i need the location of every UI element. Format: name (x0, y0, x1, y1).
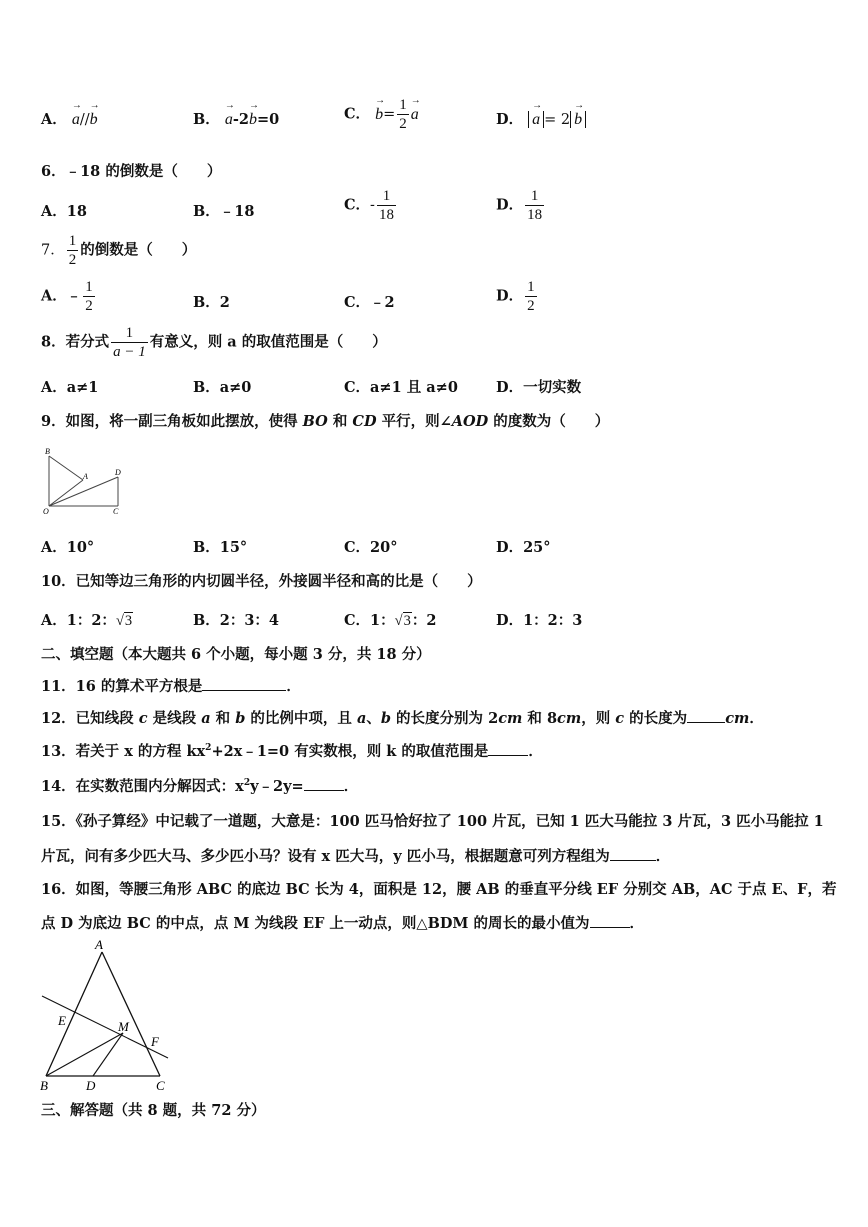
q5-option-a: A． → a//→ b (41, 108, 98, 129)
q8-option-b: B．a≠0 (193, 379, 252, 396)
q7-stem: 7． $\frac{1}{2}$ 的倒数是（ ） (41, 233, 197, 268)
q16-segment-bm (46, 1033, 123, 1076)
q9-figure (40, 444, 130, 516)
q14: 14．在实数范围内分解因式：$x^2y﹣2y=$ ． (41, 778, 359, 795)
q15-line1: 15．《孙子算经》中记载了一道题，大意是：100 匹马恰好拉了 100 片瓦，已知 1 匹大马能拉 3 片瓦，3 匹小马能拉 1 (41, 813, 824, 830)
q15-line2: 片瓦，问有多少匹大马、多少匹小马？设有 x 匹大马，y 匹小马，根据题意可列方程组为 ． (41, 848, 671, 865)
q16-label-d: D (86, 1078, 96, 1093)
q11: 11．16 的算术平方根是 ． (41, 678, 301, 695)
q16-line1: 16．如图，等腰三角形 ABC 的底边 BC 长为 4，面积是 12，腰 AB 的垂直平分线 EF 分别交 AB，AC 于点 E、F，若 (41, 881, 837, 898)
q9-line-oa (49, 480, 83, 506)
q16-side-ac (102, 952, 160, 1076)
q10-option-b: B．2：3：4 (193, 612, 280, 629)
q7-option-c: C．﹣2 (344, 294, 395, 311)
q8-option-c: C．a≠1 且 a≠0 (344, 379, 458, 396)
q12-answer-blank[interactable] (687, 708, 725, 723)
q16-label-m: M (118, 1019, 129, 1034)
q9-label-o: O (43, 507, 49, 516)
q6-option-d: D． $\frac{1}{18}$ (496, 188, 543, 223)
q10-stem: 10．已知等边三角形的内切圆半径，外接圆半径和高的比是（ ） (41, 573, 482, 590)
q8-option-a: A．a≠1 (41, 379, 99, 396)
q9-line-od (49, 477, 118, 506)
q16-label-f: F (151, 1034, 159, 1049)
q16-label-a: A (95, 937, 103, 952)
q11-answer-blank[interactable] (202, 676, 286, 691)
q16-segment-dm (93, 1033, 123, 1076)
q5-option-d: D． → a = 2→ b (496, 108, 586, 129)
q13-answer-blank[interactable] (488, 741, 528, 756)
q13: 13．若关于 x 的方程 $kx^2+2x﹣1=0$ 有实数根，则 k 的取值范围是 ． (41, 743, 543, 760)
q7-option-a: A．﹣ $\frac{1}{2}$ (41, 279, 93, 314)
q9-stem: 9．如图，将一副三角板如此摆放，使得 BO 和 CD 平行，则∠AOD 的度数为（ ） (41, 413, 610, 430)
q15-answer-blank[interactable] (610, 846, 656, 861)
q9-line-ba (49, 456, 83, 480)
q6-stem: 6．﹣18 的倒数是（ ） (41, 163, 222, 180)
section3-heading: 三、解答题（共 8 题，共 72 分） (41, 1102, 266, 1119)
q9-label-b: B (45, 447, 50, 456)
q16-side-ab (46, 952, 102, 1076)
section2-heading: 二、填空题（本大题共 6 个小题，每小题 3 分，共 18 分） (41, 646, 431, 663)
q8-option-d: D．一切实数 (496, 379, 582, 396)
q7-option-b: B．2 (193, 294, 230, 311)
q16-label-c: C (156, 1078, 165, 1093)
q9-option-d: D．25° (496, 539, 551, 556)
q16-answer-blank[interactable] (590, 913, 630, 928)
q9-option-c: C．20° (344, 539, 398, 556)
q9-option-a: A．10° (41, 539, 95, 556)
q9-label-c: C (113, 507, 119, 516)
q16-line2: 点 D 为底边 BC 的中点，点 M 为线段 EF 上一动点，则△BDM 的周长的最小值为 ． (41, 915, 644, 932)
q8-stem: 8．若分式 $\frac{1}{a - 1}$ 有意义，则 a 的取值范围是（ ） (41, 325, 387, 360)
q16-label-e: E (58, 1013, 66, 1028)
q6-option-a: A．18 (41, 203, 87, 220)
q10-option-a: A．1：2：√3 (41, 612, 133, 629)
q9-option-b: B．15° (193, 539, 248, 556)
q10-option-d: D．1：2：3 (496, 612, 583, 629)
q7-option-d: D． $\frac{1}{2}$ (496, 279, 535, 314)
q5-option-b: B． → a-2→ b=0 (193, 108, 279, 129)
q12: 12．已知线段 c 是线段 a 和 b 的比例中项，且 a、b 的长度分别为 2cm 和 8cm，则 c 的长度为 cm． (41, 710, 764, 727)
q6-option-b: B．﹣18 (193, 203, 255, 220)
q6-option-c: C．- $\frac{1}{18}$ (344, 188, 394, 223)
q14-answer-blank[interactable] (304, 776, 344, 791)
q10-option-c: C．1：√3：2 (344, 612, 437, 629)
q9-label-a: A (83, 472, 88, 481)
q16-label-b: B (40, 1078, 48, 1093)
q9-label-d: D (115, 468, 121, 477)
q5-option-c: C． → b= $\frac{1}{2}$ → a (344, 96, 419, 133)
q16-figure (36, 936, 186, 1096)
